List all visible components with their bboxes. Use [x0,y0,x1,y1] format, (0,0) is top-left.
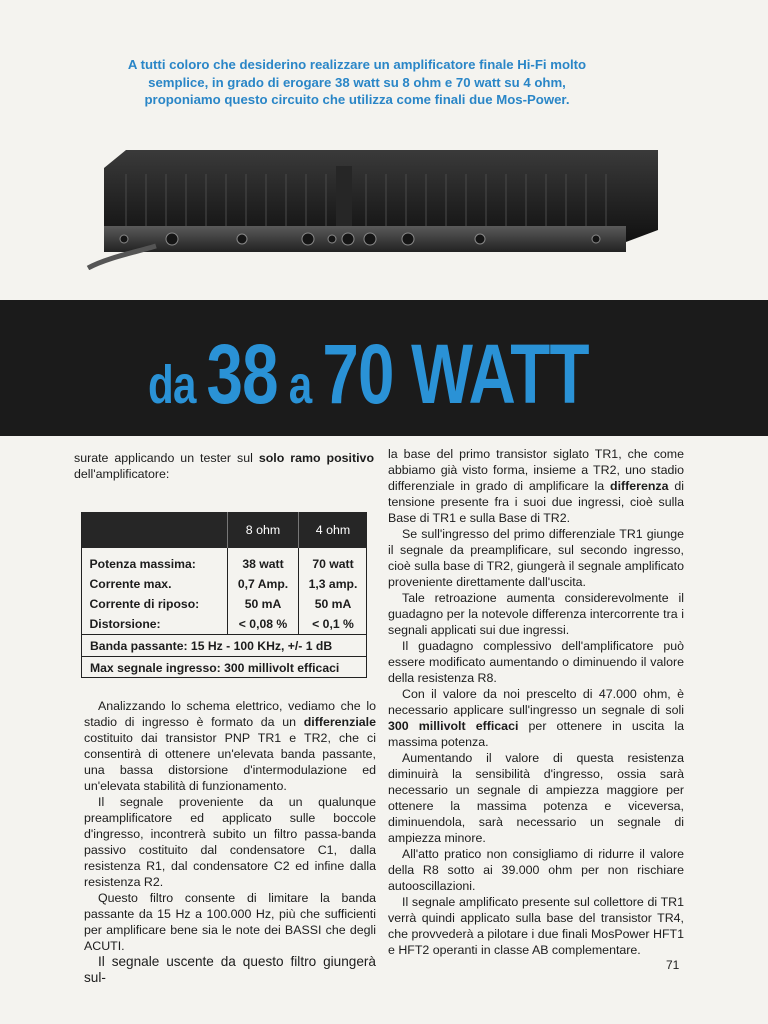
title-part3: a [277,355,323,415]
title-part2: 38 [206,327,278,421]
spec-header [82,512,228,548]
table-row: Max segnale ingresso: 300 millivolt efficaci [82,657,368,679]
left-intro-text: surate applicando un tester sul solo ramo positivo dell'amplificatore: [74,451,375,481]
right-column-body: la base del primo transistor siglato TR1, che come abbiamo già visto forma, insieme a TR2, uno stadio differenziale in grado di amplificare la differenza di tensione presente fra i suoi due ingressi, cioè sulla Base di TR1 e sulla Base di TR2. Se sull'ingresso del primo differenziale TR1 giunge il segnale da preamplificare, sul secondo ingresso, cioè sulla base di TR2, giungerà il segnale amplificato proveniente direttamente dall'uscita. Tale retroazione aumenta considerevolmente il guadagno per la notevole differenza intercorrente tra i segnali applicati sui due ingressi. Il guadagno complessivo dell'amplificatore può essere modificato aumentando o diminuendo il valore della resistenza R8. Con il valore da noi prescelto di 47.000 ohm, è necessario applicare sull'ingresso un segnale di soli 300 millivolt efficaci per ottenere in uscita la massima potenza. Aumentando il valore di questa resistenza diminuirà la sensibilità d'ingresso, ossia sarà necessario un segnale di ampiezza maggiore per ottenere la massima potenza e viceversa, diminuendola, sarà necessario un segnale di ampiezza minore. All'atto pratico non consigliamo di ridurre il valore della R8 sotto ai 39.000 ohm per non rischiare autooscillazioni. Il segnale amplificato presente sul collettore di TR1 verrà quindi applicato sulla base del transistor TR4, che provvederà a pilotare i due finali MosPower HFT1 e HFT2 operanti in classe AB complementare. [388,447,685,957]
spec-header: 8 ohm [228,512,299,548]
table-row: Corrente max. 0,7 Amp. 1,3 amp. [82,574,368,594]
left-column-body: Analizzando lo schema elettrico, vediamo che lo stadio di ingresso è formato da un differenziale costituito dai transistor PNP TR1 e TR2, che ci consentirà di ottenere un'elevata banda passante, una bassa distorsione d'intermodulazione ed un'elevata stabilità di funzionamento. Il segnale proveniente da un qualunque preamplificatore ed applicato sulle boccole d'ingresso, incontrerà subito un filtro passa-banda passivo costituito dal condensatore C1, dalla resistenza R1, dal condensatore C2 ed infine dalla resistenza R2. Questo filtro consente di limitare la banda passante da 15 Hz a 100.000 Hz, più che sufficienti per amplificare bene sia le note dei BASSI che degli ACUTI. Il segnale uscente da questo filtro giungerà sul- [84,699,376,985]
table-row: Distorsione: < 0,08 % < 0,1 % [82,614,368,635]
table-row: Banda passante: 15 Hz - 100 KHz, +/- 1 dB [82,635,368,657]
page-title [148,326,589,421]
table-row: Potenza massima: 38 watt 70 watt [82,548,368,574]
intro-paragraph: A tutti coloro che desiderino realizzare un amplificatore finale Hi-Fi molto semplice, in grado di erogare 38 watt su 8 ohm e 70 watt su 4 ohm, proponiamo questo circuito che utilizza come finali due Mos-Power. [127,57,587,107]
spec-header: 4 ohm [298,512,367,548]
spec-table [81,512,367,678]
title-part1: da [148,355,207,415]
amplifier-photo [86,146,662,270]
table-row: Corrente di riposo: 50 mA 50 mA [82,594,368,614]
title-part4: 70 WATT [322,327,589,421]
page-number: 71 [666,958,680,972]
